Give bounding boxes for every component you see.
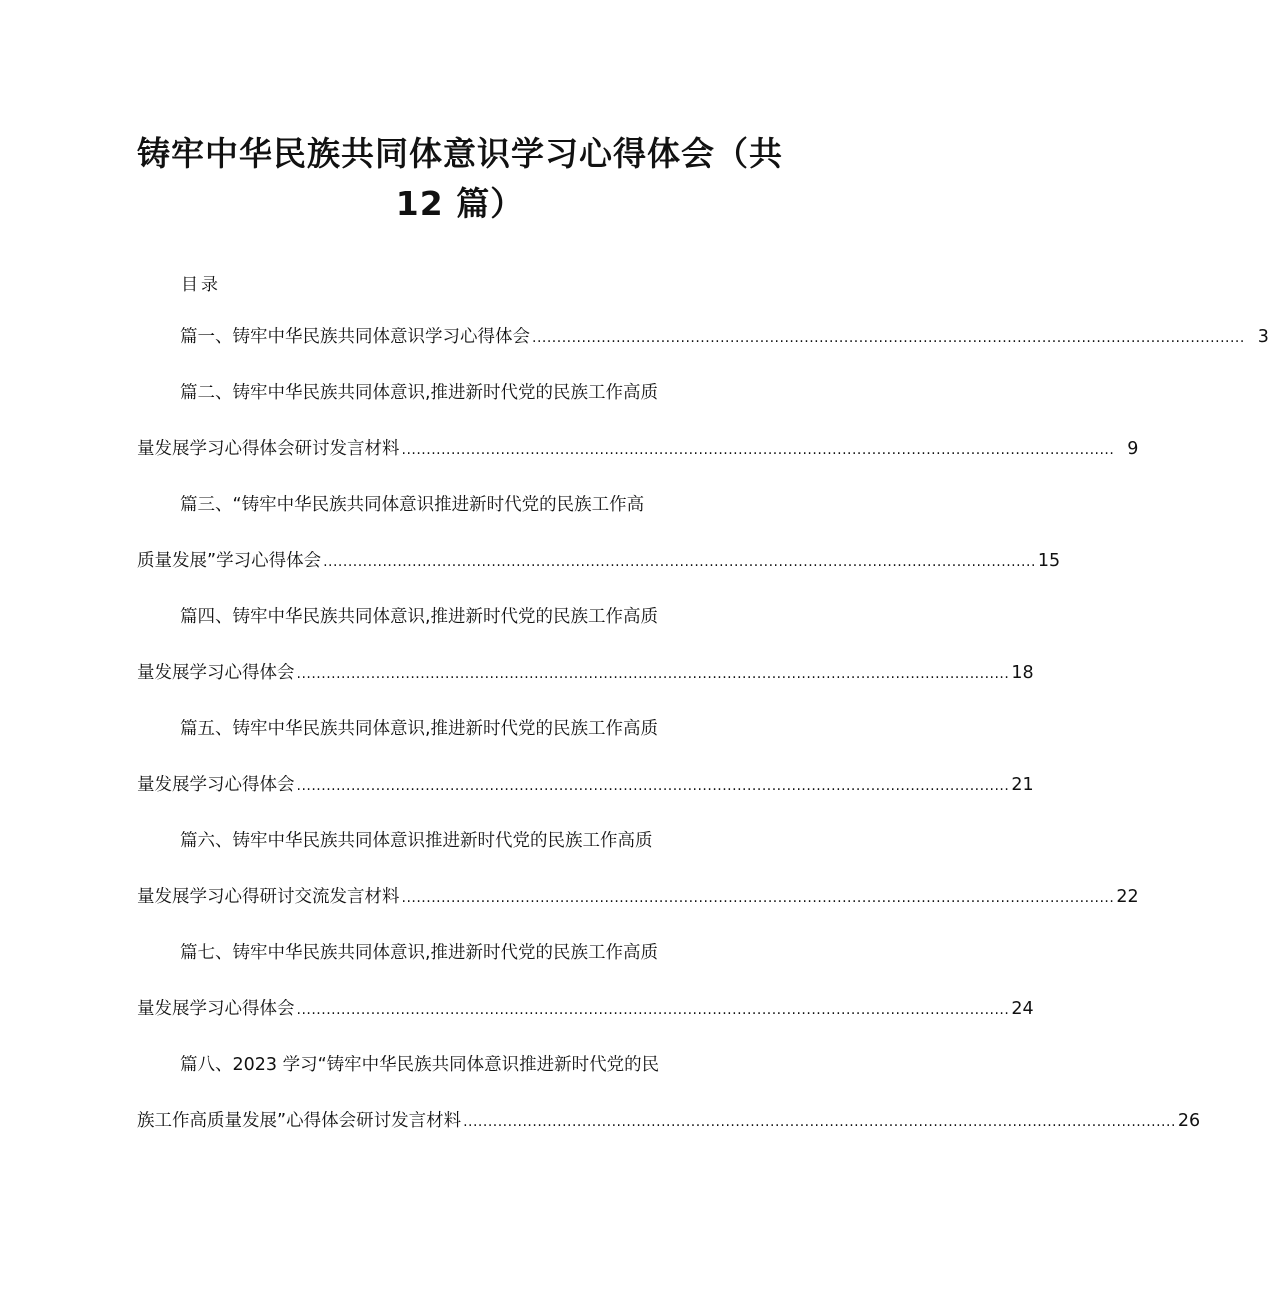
toc-entry-7-line-2[interactable]	[137, 995, 1034, 1023]
toc-entry-title: 量发展学习心得体会	[137, 775, 295, 795]
toc-page-number: 18	[1011, 663, 1034, 683]
toc-entry-title: 篇一、铸牢中华民族共同体意识学习心得体会	[180, 327, 530, 347]
toc-leader-dots: ................................................................................................................................................	[296, 778, 1010, 794]
toc-leader-dots: ................................................................................................................................................	[463, 1114, 1176, 1130]
toc-page-number: 22	[1116, 887, 1139, 907]
toc-entry-4-line-2[interactable]	[137, 659, 1034, 687]
toc-entry-3-line-2[interactable]	[137, 547, 1061, 575]
toc-entry-4-line-1[interactable]: 篇四、铸牢中华民族共同体意识,推进新时代党的民族工作高质	[180, 607, 659, 627]
toc-entry-8-line-1[interactable]: 篇八、2023 学习“铸牢中华民族共同体意识推进新时代党的民	[180, 1055, 660, 1075]
toc-entry-8-line-2[interactable]	[137, 1107, 1201, 1135]
toc-entry-title: 量发展学习心得体会	[137, 999, 295, 1019]
toc-leader-dots: ................................................................................................................................................	[401, 442, 1115, 458]
toc-entry-3-line-1[interactable]: 篇三、“铸牢中华民族共同体意识推进新时代党的民族工作高	[180, 495, 645, 515]
toc-entry-1[interactable]	[180, 323, 1269, 351]
toc-leader-dots: ................................................................................................................................................	[532, 330, 1245, 346]
toc-entry-2-line-1[interactable]: 篇二、铸牢中华民族共同体意识,推进新时代党的民族工作高质	[180, 383, 659, 403]
toc-leader-dots: ................................................................................................................................................	[296, 666, 1010, 682]
toc-page-number: 15	[1037, 551, 1061, 571]
toc-page-number: 21	[1011, 775, 1034, 795]
toc-page-number: 3	[1257, 327, 1269, 347]
toc-page-number: 24	[1011, 999, 1034, 1019]
toc-entry-6-line-1[interactable]: 篇六、铸牢中华民族共同体意识推进新时代党的民族工作高质	[180, 831, 653, 851]
toc-entry-2-line-2[interactable]	[137, 435, 1139, 463]
document-title-line-2: 12 篇）	[395, 184, 525, 223]
toc-entry-6-line-2[interactable]	[137, 883, 1139, 911]
toc-leader-dots: ................................................................................................................................................	[296, 1002, 1010, 1018]
toc-entry-title: 族工作高质量发展”心得体会研讨发言材料	[137, 1111, 462, 1131]
toc-entry-title: 质量发展”学习心得体会	[137, 551, 322, 571]
toc-entry-7-line-1[interactable]: 篇七、铸牢中华民族共同体意识,推进新时代党的民族工作高质	[180, 943, 659, 963]
toc-leader-dots: ................................................................................................................................................	[401, 890, 1115, 906]
toc-entry-5-line-1[interactable]: 篇五、铸牢中华民族共同体意识,推进新时代党的民族工作高质	[180, 719, 659, 739]
toc-entry-title: 量发展学习心得体会研讨发言材料	[137, 439, 400, 459]
toc-entry-5-line-2[interactable]	[137, 771, 1034, 799]
toc-entry-title: 量发展学习心得研讨交流发言材料	[137, 887, 400, 907]
toc-page-number: 9	[1127, 439, 1139, 459]
document-title-line-1: 铸牢中华民族共同体意识学习心得体会（共	[137, 134, 783, 173]
toc-leader-dots: ................................................................................................................................................	[323, 554, 1036, 570]
toc-heading: 目录	[181, 275, 221, 295]
toc-entry-title: 量发展学习心得体会	[137, 663, 295, 683]
toc-page-number: 26	[1177, 1111, 1201, 1131]
